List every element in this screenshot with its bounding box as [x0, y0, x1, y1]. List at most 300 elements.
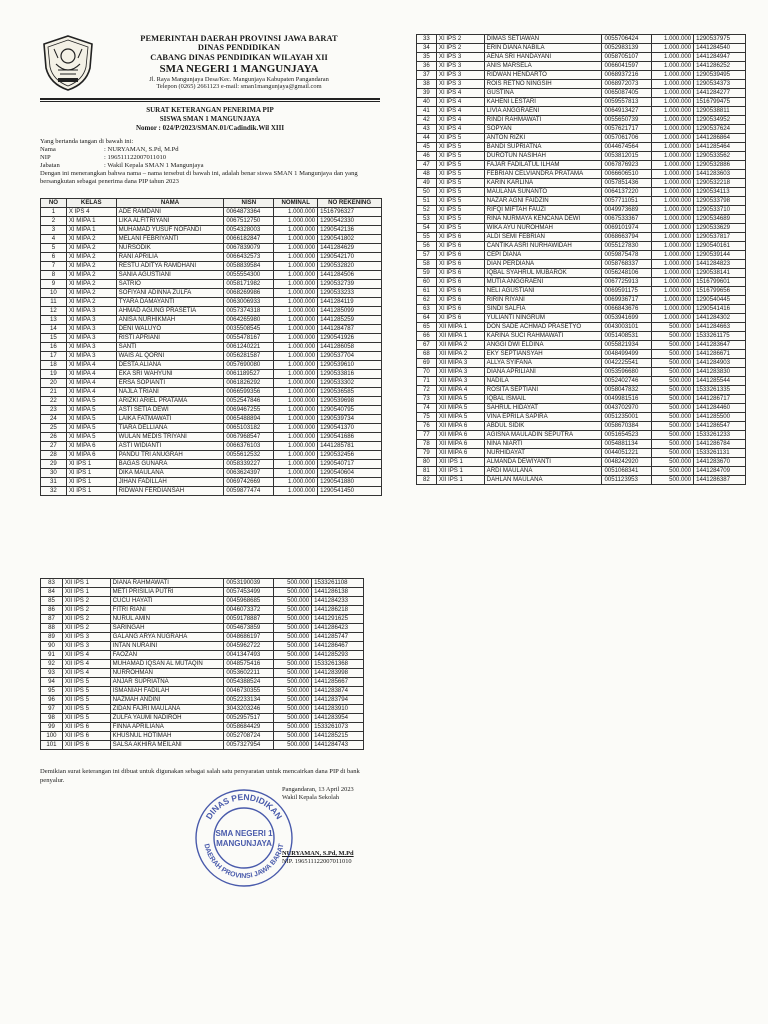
cell-name: ANIS MARSELA [484, 62, 602, 71]
cell-nominal: 1.000.000 [274, 388, 318, 397]
intro-body: Dengan ini menerangkan bahwa nama – nama tersebut di bawah ini, adalah benar siswa SMAN 1 Mangunjaya dan yang bersangkutan sebagai penerima dana PIP tahun 2023 [40, 170, 358, 186]
cell-account: 1441284460 [694, 404, 746, 413]
cell-nisn: 0064137220 [602, 188, 652, 197]
table-row [417, 80, 746, 89]
cell-account: 1441286058 [318, 343, 382, 352]
cell-name: WAIS AL QORNI [116, 352, 224, 361]
header-name: NAMA [116, 199, 224, 208]
cell-name: KHUSNUL HOTIMAH [110, 732, 224, 741]
cell-nisn: 0051068341 [602, 467, 652, 476]
table-row [417, 431, 746, 440]
table-row [417, 242, 746, 251]
table-row [417, 305, 746, 314]
table-row [417, 206, 746, 215]
cell-no: 54 [417, 224, 437, 233]
cell-account: 1441286467 [312, 642, 364, 651]
cell-no: 19 [41, 370, 67, 379]
cell-nisn: 0041347493 [224, 651, 274, 660]
cell-nisn: 0048686197 [224, 633, 274, 642]
cell-no: 47 [417, 161, 437, 170]
cell-name: DIKA MAULANA [116, 469, 224, 478]
cell-class: XI IPS 3 [436, 53, 484, 62]
cell-no: 40 [417, 98, 437, 107]
cell-nominal: 1.000.000 [652, 260, 694, 269]
cell-account: 1290540161 [694, 242, 746, 251]
table-row [417, 161, 746, 170]
cell-nominal: 1.000.000 [652, 170, 694, 179]
cell-nominal: 1.000.000 [274, 487, 318, 496]
cell-nisn: 0057061706 [602, 134, 652, 143]
cell-nominal: 500.000 [274, 651, 312, 660]
table-row [417, 35, 746, 44]
cell-nominal: 500.000 [274, 687, 312, 696]
cell-class: XII MIPA 6 [436, 440, 484, 449]
cell-class: XI IPS 3 [436, 80, 484, 89]
table-row [41, 415, 382, 424]
cell-no: 71 [417, 377, 437, 386]
cell-nisn: 0056281587 [224, 352, 274, 361]
cell-nominal: 1.000.000 [652, 152, 694, 161]
cell-account: 1533261233 [694, 431, 746, 440]
table-row [417, 404, 746, 413]
table-row [417, 62, 746, 71]
cell-account: 1441285464 [694, 143, 746, 152]
cell-account: 1441286784 [694, 440, 746, 449]
cell-account: 1533261175 [694, 332, 746, 341]
cell-nominal: 500.000 [274, 588, 312, 597]
cell-nominal: 500.000 [652, 404, 694, 413]
table-row [417, 116, 746, 125]
cell-class: XI IPS 5 [436, 197, 484, 206]
cell-no: 38 [417, 80, 437, 89]
cell-nisn: 0052233134 [224, 696, 274, 705]
cell-account: 1290541450 [318, 487, 382, 496]
cell-account: 1290540445 [694, 296, 746, 305]
cell-class: XII IPS 3 [62, 642, 110, 651]
cell-account: 1441286138 [312, 588, 364, 597]
cell-class: XI MIPA 2 [66, 253, 116, 262]
cell-account: 1441284629 [318, 244, 382, 253]
cell-no: 89 [41, 633, 63, 642]
cell-account: 1441284302 [694, 314, 746, 323]
cell-account: 1290536585 [318, 388, 382, 397]
cell-nominal: 1.000.000 [652, 278, 694, 287]
cell-nominal: 1.000.000 [274, 334, 318, 343]
cell-class: XI MIPA 1 [66, 226, 116, 235]
cell-nisn: 0067512750 [224, 217, 274, 226]
cell-account: 1290540604 [318, 469, 382, 478]
cell-no: 20 [41, 379, 67, 388]
cell-nisn: 0061240221 [224, 343, 274, 352]
cell-name: NAJLA TRIANI [116, 388, 224, 397]
cell-nominal: 1.000.000 [274, 451, 318, 460]
letterhead-contact: Telepon (0265) 2661123 e-mail: sman1mangunjaya@gmail.com [156, 82, 322, 90]
cell-account: 1441285293 [312, 651, 364, 660]
cell-account: 1441283998 [312, 669, 364, 678]
cell-nominal: 500.000 [274, 615, 312, 624]
table-row [417, 215, 746, 224]
cell-nominal: 1.000.000 [652, 314, 694, 323]
cell-no: 50 [417, 188, 437, 197]
cell-nominal: 1.000.000 [652, 80, 694, 89]
intro-opening: Yang bertanda tangan di bawah ini: [40, 138, 134, 145]
cell-nominal: 500.000 [652, 395, 694, 404]
cell-name: ZULFA YAUMI NADIROH [110, 714, 224, 723]
cell-no: 60 [417, 278, 437, 287]
cell-class: XII IPS 5 [62, 714, 110, 723]
cell-no: 44 [417, 134, 437, 143]
cell-name: ANJAR SUPRIATNA [110, 678, 224, 687]
signer-nip-label: NIP [40, 154, 51, 162]
cell-account: 1441283830 [694, 368, 746, 377]
cell-no: 61 [417, 287, 437, 296]
cell-name: FAOZAN [110, 651, 224, 660]
svg-text:DAERAH PROVINSI JAWA BARAT [202, 842, 285, 880]
header-account: NO REKENING [318, 199, 382, 208]
cell-account: 1290533562 [694, 152, 746, 161]
document-number: Nomor : 024/P/2023/SMAN.01/Cadindik.Wil XIII [135, 124, 285, 133]
table-row [41, 660, 364, 669]
cell-nisn: 0049973689 [602, 206, 652, 215]
table-row [417, 224, 746, 233]
header-nisn: NISN [224, 199, 274, 208]
cell-nisn: 0051235001 [602, 413, 652, 422]
table-row [41, 714, 364, 723]
cell-nominal: 1.000.000 [274, 352, 318, 361]
cell-account: 1290538141 [694, 269, 746, 278]
cell-no: 77 [417, 431, 437, 440]
cell-no: 91 [41, 651, 63, 660]
cell-nisn: 0046730355 [224, 687, 274, 696]
cell-name: YULIANTI NINGRUM [484, 314, 602, 323]
table-row [417, 341, 746, 350]
cell-name: WULAN MEDIS TRIYANI [116, 433, 224, 442]
cell-nisn: 0068937216 [602, 71, 652, 80]
table-row [417, 152, 746, 161]
cell-account: 1290533302 [318, 379, 382, 388]
cell-no: 24 [41, 415, 67, 424]
cell-nominal: 500.000 [652, 359, 694, 368]
cell-class: XI IPS 5 [436, 179, 484, 188]
cell-nisn: 0067725913 [602, 278, 652, 287]
cell-no: 70 [417, 368, 437, 377]
cell-account: 1441285099 [318, 307, 382, 316]
table-row [417, 107, 746, 116]
cell-nominal: 1.000.000 [274, 343, 318, 352]
signature-block [282, 786, 422, 865]
table-row [417, 260, 746, 269]
table-row [41, 687, 364, 696]
cell-name: ROIS RETNO NINGSIH [484, 80, 602, 89]
cell-nominal: 1.000.000 [274, 379, 318, 388]
cell-account: 1290541416 [694, 305, 746, 314]
cell-nisn: 0069742669 [224, 478, 274, 487]
cell-nisn: 0055478167 [224, 334, 274, 343]
cell-nisn: 0069936717 [602, 296, 652, 305]
table-row [41, 307, 382, 316]
cell-class: XII IPS 1 [436, 458, 484, 467]
table-row [41, 460, 382, 469]
cell-no: 35 [417, 53, 437, 62]
cell-name: RINDI RAHMAWATI [484, 116, 602, 125]
cell-no: 69 [417, 359, 437, 368]
cell-nominal: 500.000 [274, 669, 312, 678]
table-row [417, 467, 746, 476]
cell-account: 1441283794 [312, 696, 364, 705]
cell-account: 1533261131 [694, 449, 746, 458]
table-row [417, 395, 746, 404]
cell-nisn: 0066606510 [602, 170, 652, 179]
cell-name: KARINA SUCI RAHMAWATI [484, 332, 602, 341]
cell-account: 1516799601 [694, 278, 746, 287]
cell-class: XI MIPA 3 [66, 325, 116, 334]
cell-class: XI IPS 6 [436, 278, 484, 287]
cell-class: XII IPS 5 [62, 705, 110, 714]
cell-no: 94 [41, 678, 63, 687]
cell-no: 82 [417, 476, 437, 485]
table-row [41, 642, 364, 651]
table-row [41, 244, 382, 253]
cell-account: 1290542330 [318, 217, 382, 226]
cell-no: 12 [41, 307, 67, 316]
cell-class: XI IPS 2 [436, 35, 484, 44]
cell-account: 1533261368 [312, 660, 364, 669]
cell-name: SOPYAN [484, 125, 602, 134]
cell-name: ARDI MAULANA [484, 467, 602, 476]
cell-no: 9 [41, 280, 67, 289]
cell-nisn: 3043203246 [224, 705, 274, 714]
cell-class: XII MIPA 5 [436, 413, 484, 422]
cell-name: SARINGAH [110, 624, 224, 633]
cell-name: IQBAL SYAHRUL MUBAROK [484, 269, 602, 278]
cell-class: XII MIPA 6 [436, 449, 484, 458]
cell-no: 72 [417, 386, 437, 395]
cell-account: 1290537624 [694, 125, 746, 134]
cell-nisn: 0055612532 [224, 451, 274, 460]
cell-nisn: 0068972073 [602, 80, 652, 89]
cell-account: 1290533710 [694, 206, 746, 215]
cell-nisn: 0058047832 [602, 386, 652, 395]
cell-nominal: 500.000 [274, 723, 312, 732]
cell-name: METI PRISILIA PUTRI [110, 588, 224, 597]
stamp-top-text: DINAS PENDIDIKAN [203, 791, 285, 822]
cell-nominal: 1.000.000 [652, 35, 694, 44]
cell-nominal: 1.000.000 [274, 271, 318, 280]
cell-no: 45 [417, 143, 437, 152]
table-row [41, 433, 382, 442]
cell-nisn: 0056248106 [602, 269, 652, 278]
cell-no: 84 [41, 588, 63, 597]
cell-class: XII MIPA 5 [436, 395, 484, 404]
table-row [417, 422, 746, 431]
cell-class: XII IPS 4 [62, 669, 110, 678]
cell-name: NURROHMAN [110, 669, 224, 678]
cell-nisn: 0048242920 [602, 458, 652, 467]
cell-class: XI IPS 4 [436, 116, 484, 125]
cell-nisn: 0042225541 [602, 359, 652, 368]
cell-nominal: 1.000.000 [274, 370, 318, 379]
cell-no: 42 [417, 116, 437, 125]
table-row [41, 343, 382, 352]
header-nominal: NOMINAL [274, 199, 318, 208]
cell-class: XI IPS 4 [436, 98, 484, 107]
cell-nisn: 0051123953 [602, 476, 652, 485]
cell-no: 22 [41, 397, 67, 406]
cell-account: 1441283874 [312, 687, 364, 696]
cell-no: 96 [41, 696, 63, 705]
cell-nominal: 1.000.000 [652, 179, 694, 188]
cell-name: ABDUL SIDIK [484, 422, 602, 431]
cell-nisn: 0069467255 [224, 406, 274, 415]
cell-nominal: 1.000.000 [652, 233, 694, 242]
cell-nisn: 0058705107 [602, 53, 652, 62]
cell-class: XII MIPA 3 [436, 368, 484, 377]
cell-account: 1290539698 [318, 397, 382, 406]
cell-nominal: 1.000.000 [652, 206, 694, 215]
cell-nisn: 0058171982 [224, 280, 274, 289]
cell-name: MUHAMAD IQSAN AL MUTAQIN [110, 660, 224, 669]
table-row [41, 361, 382, 370]
cell-nominal: 500.000 [274, 660, 312, 669]
cell-class: XI IPS 5 [436, 143, 484, 152]
cell-no: 25 [41, 424, 67, 433]
cell-nisn: 0043702970 [602, 404, 652, 413]
cell-nominal: 1.000.000 [274, 217, 318, 226]
table-row [417, 413, 746, 422]
cell-no: 17 [41, 352, 67, 361]
cell-name: MELANI FEBRIYANTI [116, 235, 224, 244]
cell-name: SANIA AGUSTIANI [116, 271, 224, 280]
cell-account: 1290532820 [318, 262, 382, 271]
cell-name: ADE RAMDANI [116, 208, 224, 217]
cell-nominal: 500.000 [274, 624, 312, 633]
letterhead-school-name: SMA NEGERI 1 MANGUNJAYA [159, 63, 319, 76]
cell-nominal: 500.000 [652, 440, 694, 449]
cell-class: XI MIPA 3 [66, 352, 116, 361]
cell-no: 64 [417, 314, 437, 323]
cell-name: INTAN NURAINI [110, 642, 224, 651]
cell-nominal: 1.000.000 [274, 460, 318, 469]
cell-nisn: 0059178887 [224, 615, 274, 624]
header-no: NO [41, 199, 67, 208]
cell-nominal: 1.000.000 [274, 397, 318, 406]
cell-class: XII IPS 5 [62, 687, 110, 696]
cell-nominal: 500.000 [274, 714, 312, 723]
cell-no: 4 [41, 235, 67, 244]
cell-name: FAJAR FADILATUL ILHAM [484, 161, 602, 170]
stamp-bottom-text: DAERAH PROVINSI JAWA BARAT [202, 843, 286, 881]
table-row [41, 406, 382, 415]
cell-nisn: 0067839079 [224, 244, 274, 253]
cell-class: XII MIPA 3 [436, 377, 484, 386]
table-row [417, 386, 746, 395]
cell-account: 1290541370 [318, 424, 382, 433]
cell-class: XII MIPA 1 [436, 323, 484, 332]
closing-paragraph: Demikian surat keterangan ini dibuat untuk digunakan sebagai salah satu persyaratan untuk mencairkan dana PIP di bank penyalur. [40, 768, 360, 784]
cell-name: NINA NIARTI [484, 440, 602, 449]
cell-class: XI MIPA 5 [66, 415, 116, 424]
cell-no: 75 [417, 413, 437, 422]
cell-class: XI IPS 1 [66, 478, 116, 487]
cell-no: 62 [417, 296, 437, 305]
cell-no: 56 [417, 242, 437, 251]
cell-nisn: 0054388524 [224, 678, 274, 687]
cell-nisn: 0067876923 [602, 161, 652, 170]
cell-nominal: 500.000 [652, 413, 694, 422]
cell-nisn: 0044051221 [602, 449, 652, 458]
table-row [417, 458, 746, 467]
cell-nominal: 1.000.000 [652, 215, 694, 224]
cell-class: XI IPS 6 [436, 296, 484, 305]
cell-account: 1441284277 [694, 89, 746, 98]
cell-nisn: 0055650739 [602, 116, 652, 125]
cell-no: 11 [41, 298, 67, 307]
cell-class: XI IPS 6 [436, 242, 484, 251]
table-row [417, 368, 746, 377]
cell-nominal: 500.000 [652, 431, 694, 440]
cell-nisn: 0055706424 [602, 35, 652, 44]
cell-nominal: 1.000.000 [274, 361, 318, 370]
cell-name: RIDWAN HENDARTO [484, 71, 602, 80]
cell-account: 1441283647 [694, 341, 746, 350]
signer-position-label: Jabatan [40, 162, 60, 170]
cell-nominal: 1.000.000 [274, 298, 318, 307]
cell-name: MUTIA ANGGRAENI [484, 278, 602, 287]
cell-name: RIFQI MIFTAH FAUZI [484, 206, 602, 215]
cell-no: 88 [41, 624, 63, 633]
cell-name: SAHRUL HIDAYAT [484, 404, 602, 413]
table-row [41, 208, 382, 217]
cell-name: DUROTUN NASIHAH [484, 152, 602, 161]
table-row [41, 388, 382, 397]
cell-nisn: 0059557813 [602, 98, 652, 107]
cell-class: XII IPS 2 [62, 624, 110, 633]
table-row [41, 424, 382, 433]
cell-class: XI MIPA 5 [66, 406, 116, 415]
cell-class: XI IPS 4 [436, 89, 484, 98]
cell-account: 1290537704 [318, 352, 382, 361]
cell-class: XI IPS 5 [436, 224, 484, 233]
cell-account: 1290534689 [694, 215, 746, 224]
table-row [41, 379, 382, 388]
cell-class: XI MIPA 3 [66, 307, 116, 316]
cell-nisn: 0048499499 [602, 350, 652, 359]
cell-name: ALDI SEMI FEBRIAN [484, 233, 602, 242]
cell-no: 14 [41, 325, 67, 334]
table-row [417, 314, 746, 323]
cell-class: XI IPS 6 [436, 287, 484, 296]
cell-no: 15 [41, 334, 67, 343]
table-row [417, 359, 746, 368]
cell-no: 27 [41, 442, 67, 451]
table-row [417, 71, 746, 80]
cell-name: AGISNA MAULADIN SEPUTRA [484, 431, 602, 440]
cell-account: 1290534113 [694, 188, 746, 197]
cell-class: XI MIPA 2 [66, 271, 116, 280]
table-row [417, 350, 746, 359]
cell-class: XI IPS 6 [436, 269, 484, 278]
cell-no: 32 [41, 487, 67, 496]
cell-class: XI IPS 5 [436, 215, 484, 224]
letterhead-government: PEMERINTAH DAERAH PROVINSI JAWA BARAT [140, 34, 338, 43]
cell-nisn: 0065488894 [224, 415, 274, 424]
cell-name: TYARA DAMAYANTI [116, 298, 224, 307]
cell-account: 1290532218 [694, 179, 746, 188]
cell-nisn: 0052983139 [602, 44, 652, 53]
cell-account: 1441283954 [312, 714, 364, 723]
cell-nominal: 1.000.000 [274, 244, 318, 253]
cell-no: 74 [417, 404, 437, 413]
